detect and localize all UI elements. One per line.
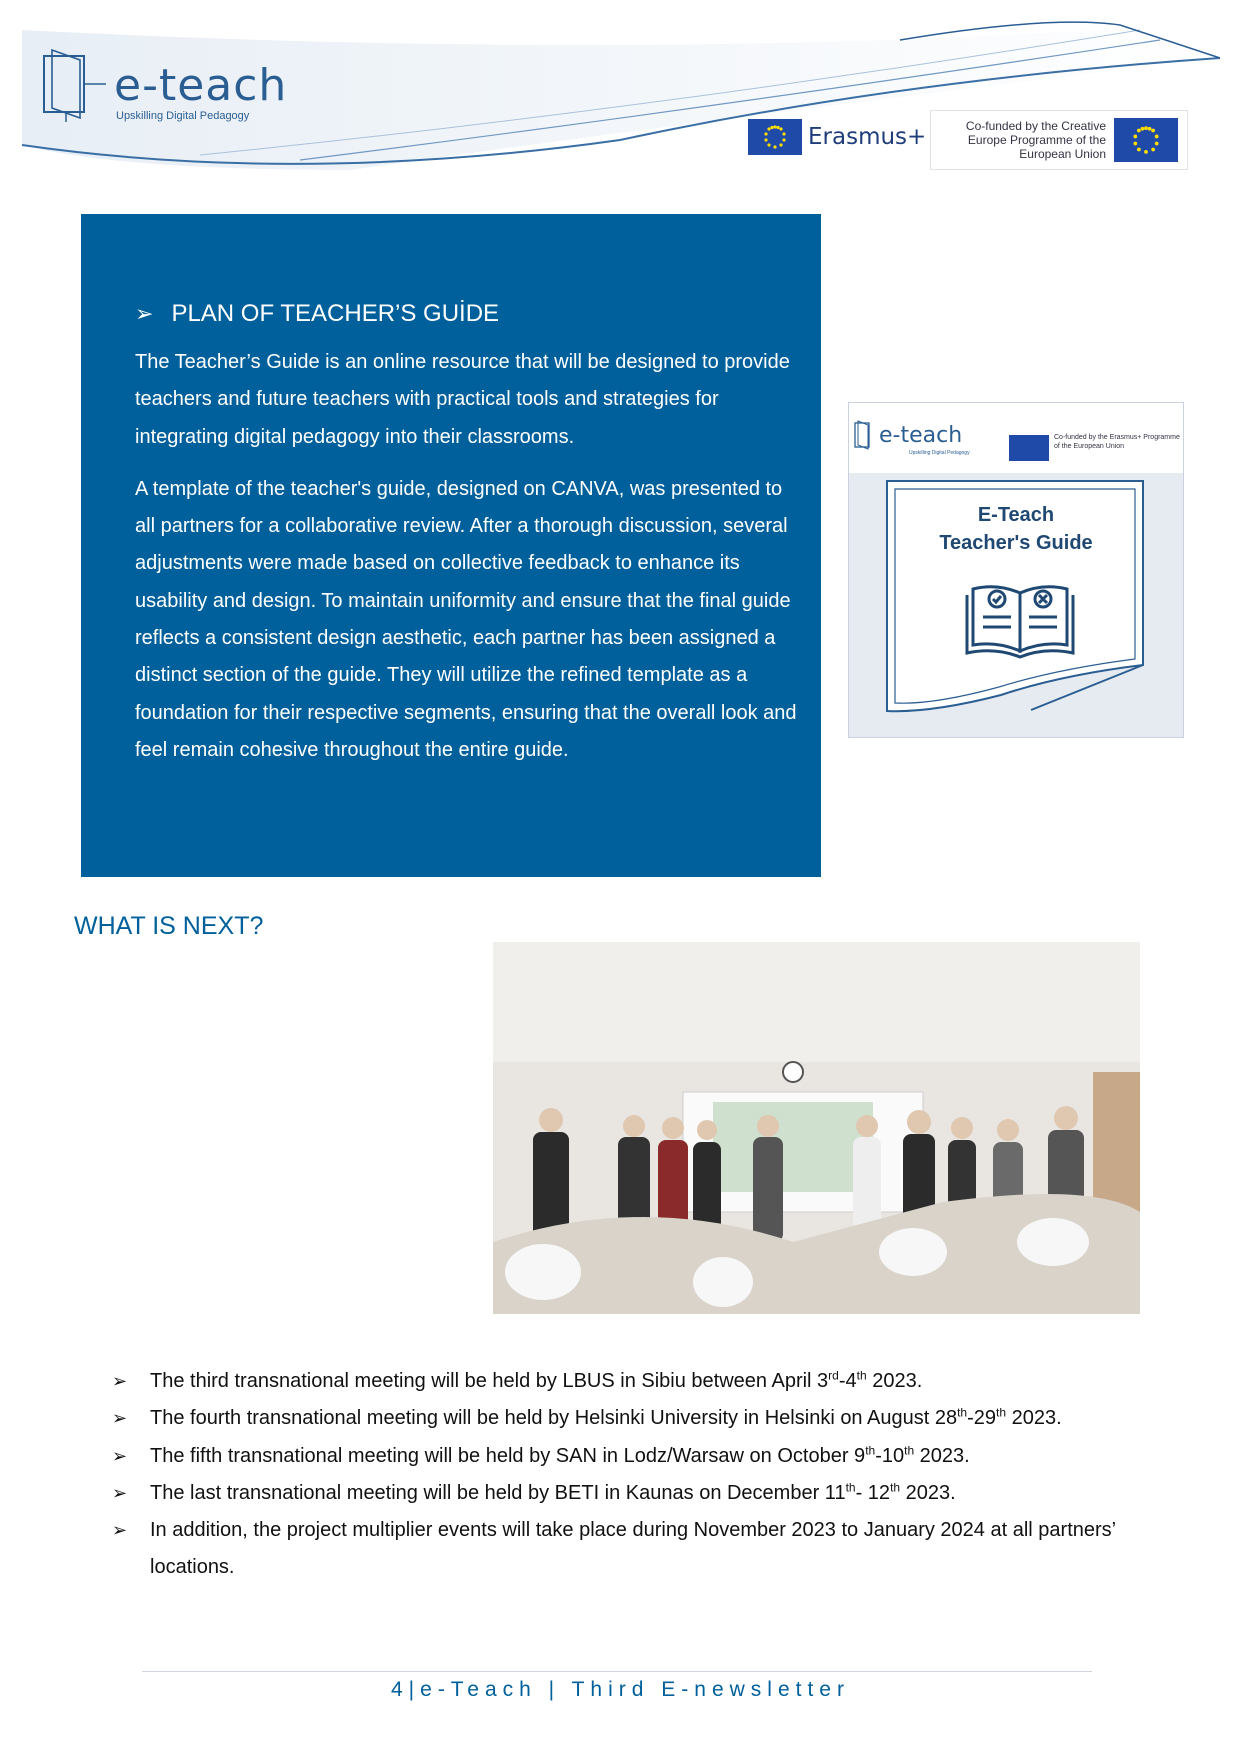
footer-divider [142, 1671, 1092, 1672]
list-item: ➢ The last transnational meeting will be held by BETI in Kaunas on December 11th- 12th 2023. [112, 1475, 1132, 1512]
plan-heading-text: PLAN OF TEACHER’S GUİDE [171, 300, 500, 327]
teachers-guide-cover-image [848, 402, 1184, 738]
cofunded-logo [930, 110, 1188, 170]
list-item: ➢ In addition, the project multiplier events will take place during November 2023 to January 2024 at all partners’ locations. [112, 1512, 1132, 1587]
eteach-logo-icon [40, 46, 110, 124]
arrow-bullet-icon: ➢ [112, 1445, 128, 1466]
logo-title: e-teach [114, 60, 288, 111]
plan-paragraph: A template of the teacher's guide, designed on CANVA, was presented to all partners for a collaborative review. After a thorough discussion, several adjustments were made based on collective feedback to enhance its usability and design. To maintain uniformity and ensure that the final guide reflects a consistent design aesthetic, each partner has been assigned a distinct section of the guide. They will utilize the refined template as a foundation for their respective segments, ensuring that the overall look and feel remain cohesive throughout the entire guide. [135, 477, 797, 761]
arrow-bullet-icon: ➢ [112, 1408, 128, 1429]
plan-paragraph: The Teacher’s Guide is an online resource that will be designed to provide teachers and future teachers with practical tools and strategies for integrating digital pedagogy into their classrooms. [135, 351, 790, 448]
arrow-bullet-icon: ➢ [135, 301, 154, 326]
guide-title-line2: Teacher's Guide [939, 532, 1093, 554]
guide-title-line1: E-Teach [977, 504, 1055, 526]
plan-heading [135, 300, 799, 328]
open-book-icon [961, 575, 1079, 665]
eu-flag-icon [1009, 435, 1049, 461]
guide-card [881, 475, 1151, 715]
eu-flag-icon [748, 119, 802, 155]
meeting-list [112, 1363, 1132, 1587]
list-item: ➢ The fifth transnational meeting will be held by SAN in Lodz/Warsaw on October 9th-10th 2023. [112, 1438, 1132, 1475]
group-meeting-photo [493, 942, 1140, 1314]
what-is-next-heading: WHAT IS NEXT? [74, 912, 264, 940]
list-item: ➢ The third transnational meeting will be held by LBUS in Sibiu between April 3rd-4th 2023. [112, 1363, 1132, 1400]
arrow-bullet-icon: ➢ [112, 1520, 128, 1541]
eu-flag-icon [1114, 118, 1178, 162]
arrow-bullet-icon: ➢ [112, 1482, 128, 1503]
guide-cover-cofunded: Co-funded by the Erasmus+ Programme of the European Union [1054, 434, 1180, 450]
arrow-bullet-icon: ➢ [112, 1371, 128, 1391]
footer-text: 4|e-Teach | Third E-newsletter [391, 1678, 850, 1701]
guide-cover-tagline: Upskilling Digital Pedagogy [909, 450, 970, 456]
cofunded-text: Co-funded by the Creative Europe Programme of the European Union [965, 119, 1106, 161]
logo-tagline: Upskilling Digital Pedagogy [116, 110, 250, 122]
plan-panel [81, 214, 821, 877]
erasmus-label: Erasmus+ [808, 124, 927, 150]
guide-cover-logo: e-teach [879, 423, 963, 448]
erasmus-logo [748, 112, 928, 162]
list-item: ➢ The fourth transnational meeting will be held by Helsinki University in Helsinki on August 28th-29th 2023. [112, 1400, 1132, 1437]
guide-title [881, 501, 1151, 557]
eteach-logo-icon [853, 419, 877, 453]
guide-cover-header [849, 403, 1183, 473]
